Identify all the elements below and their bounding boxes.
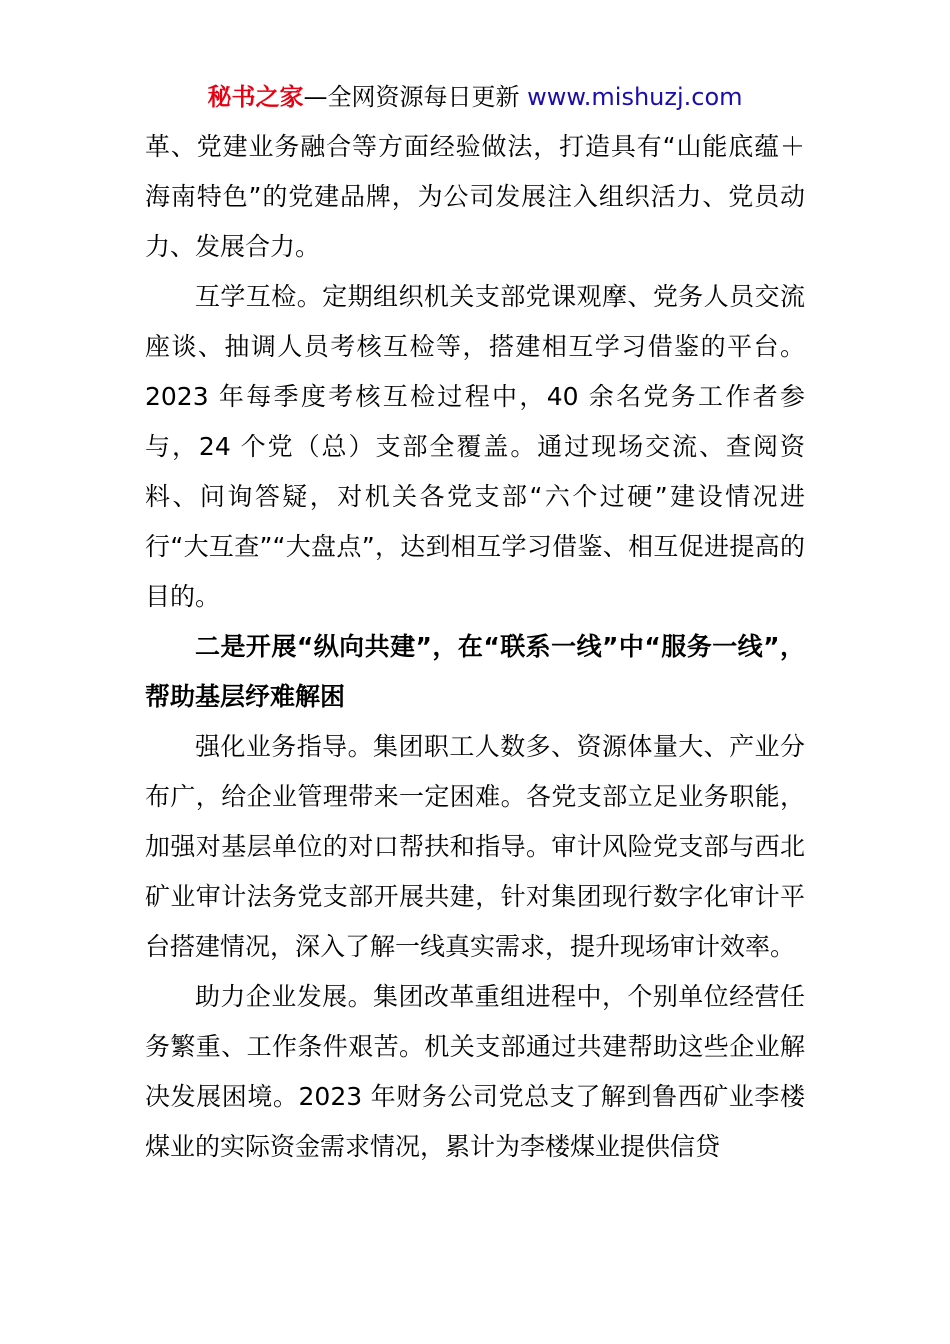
document-body bbox=[145, 122, 805, 1172]
section-heading: 二是开展“纵向共建”，在“联系一线”中“服务一线”，帮助基层纾难解困 bbox=[145, 632, 805, 711]
paragraph-continuation: 革、党建业务融合等方面经验做法，打造具有“山能底蕴＋海南特色”的党建品牌，为公司发展注入组织活力、党员动力、发展合力。 bbox=[145, 132, 805, 261]
site-url[interactable]: www.mishuzj.com bbox=[527, 83, 743, 111]
header-tagline: —全网资源每日更新 bbox=[303, 83, 528, 111]
brand-name: 秘书之家 bbox=[207, 83, 304, 111]
paragraph-business-guidance: 强化业务指导。集团职工人数多、资源体量大、产业分布广，给企业管理带来一定困难。各党支部立足业务职能，加强对基层单位的对口帮扶和指导。审计风险党支部与西北矿业审计法务党支部开展共建，针对集团现行数字化审计平台搭建情况，深入了解一线真实需求，提升现场审计效率。 bbox=[145, 732, 805, 961]
paragraph-mutual-learning: 互学互检。定期组织机关支部党课观摩、党务人员交流座谈、抽调人员考核互检等，搭建相互学习借鉴的平台。2023 年每季度考核互检过程中，40 余名党务工作者参与，24 个党（总）支部全覆盖。通过现场交流、查阅资料、问询答疑，对机关各党支部“六个过硬”建设情况进行“大互查”“大盘点”，达到相互学习借鉴、相互促进提高的目的。 bbox=[145, 282, 805, 611]
page-header bbox=[0, 80, 950, 114]
paragraph-enterprise-development: 助力企业发展。集团改革重组进程中，个别单位经营任务繁重、工作条件艰苦。机关支部通过共建帮助这些企业解决发展困境。2023 年财务公司党总支了解到鲁西矿业李楼煤业的实际资金需求情况，累计为李楼煤业提供信贷 bbox=[145, 982, 805, 1161]
